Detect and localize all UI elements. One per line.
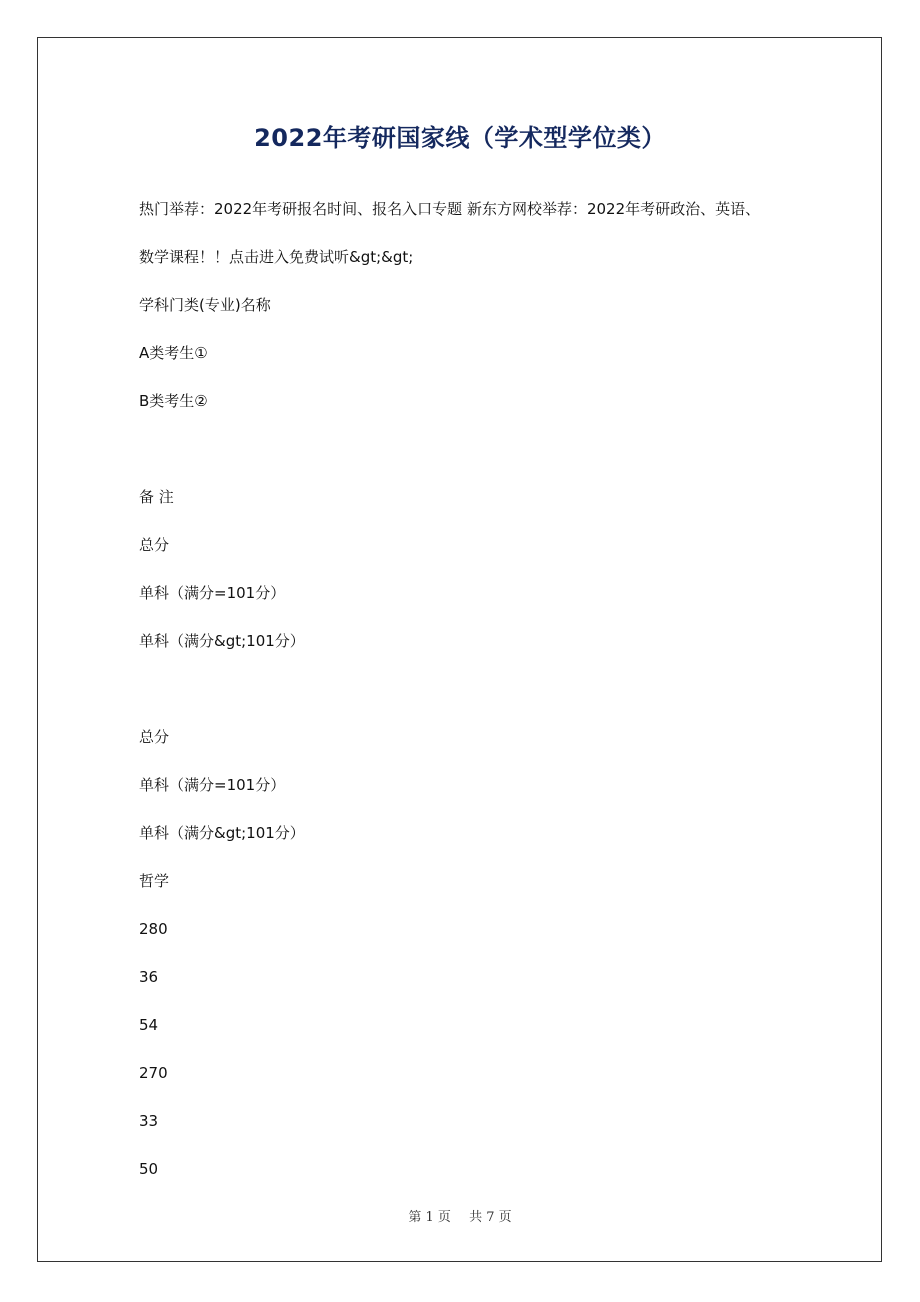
score-value: 33 [139,1112,159,1130]
header-single-gt101-a: 单科（满分&gt;101分） [139,632,305,650]
recommend-link-line[interactable]: 数学课程！！点击进入免费试听&gt;&gt; [139,248,414,266]
document-body [139,185,819,1193]
page-total: 共 7 页 [469,1210,512,1225]
page-footer [0,1206,920,1225]
document-title: 2022年考研国家线（学术型学位类） [254,124,666,152]
subject-philosophy: 哲学 [139,872,170,890]
score-value: 280 [139,920,168,938]
score-value: 270 [139,1064,168,1082]
header-single-101-a: 单科（满分=101分） [139,584,286,602]
header-b-class: B类考生② [139,392,208,410]
page-number: 第 1 页 [408,1210,451,1225]
header-total-b: 总分 [139,728,170,746]
header-single-101-b: 单科（满分=101分） [139,776,286,794]
header-subject: 学科门类(专业)名称 [139,296,271,314]
header-a-class: A类考生① [139,344,208,362]
header-single-gt101-b: 单科（满分&gt;101分） [139,824,305,842]
blank-line [139,665,819,713]
score-value: 36 [139,968,159,986]
score-value: 54 [139,1016,159,1034]
header-remarks: 备 注 [139,488,174,506]
blank-line [139,425,819,473]
header-total-a: 总分 [139,536,170,554]
recommend-line: 热门举荐：2022年考研报名时间、报名入口专题 新东方网校举荐：2022年考研政治、英语、 [139,200,761,218]
score-value: 50 [139,1160,159,1178]
